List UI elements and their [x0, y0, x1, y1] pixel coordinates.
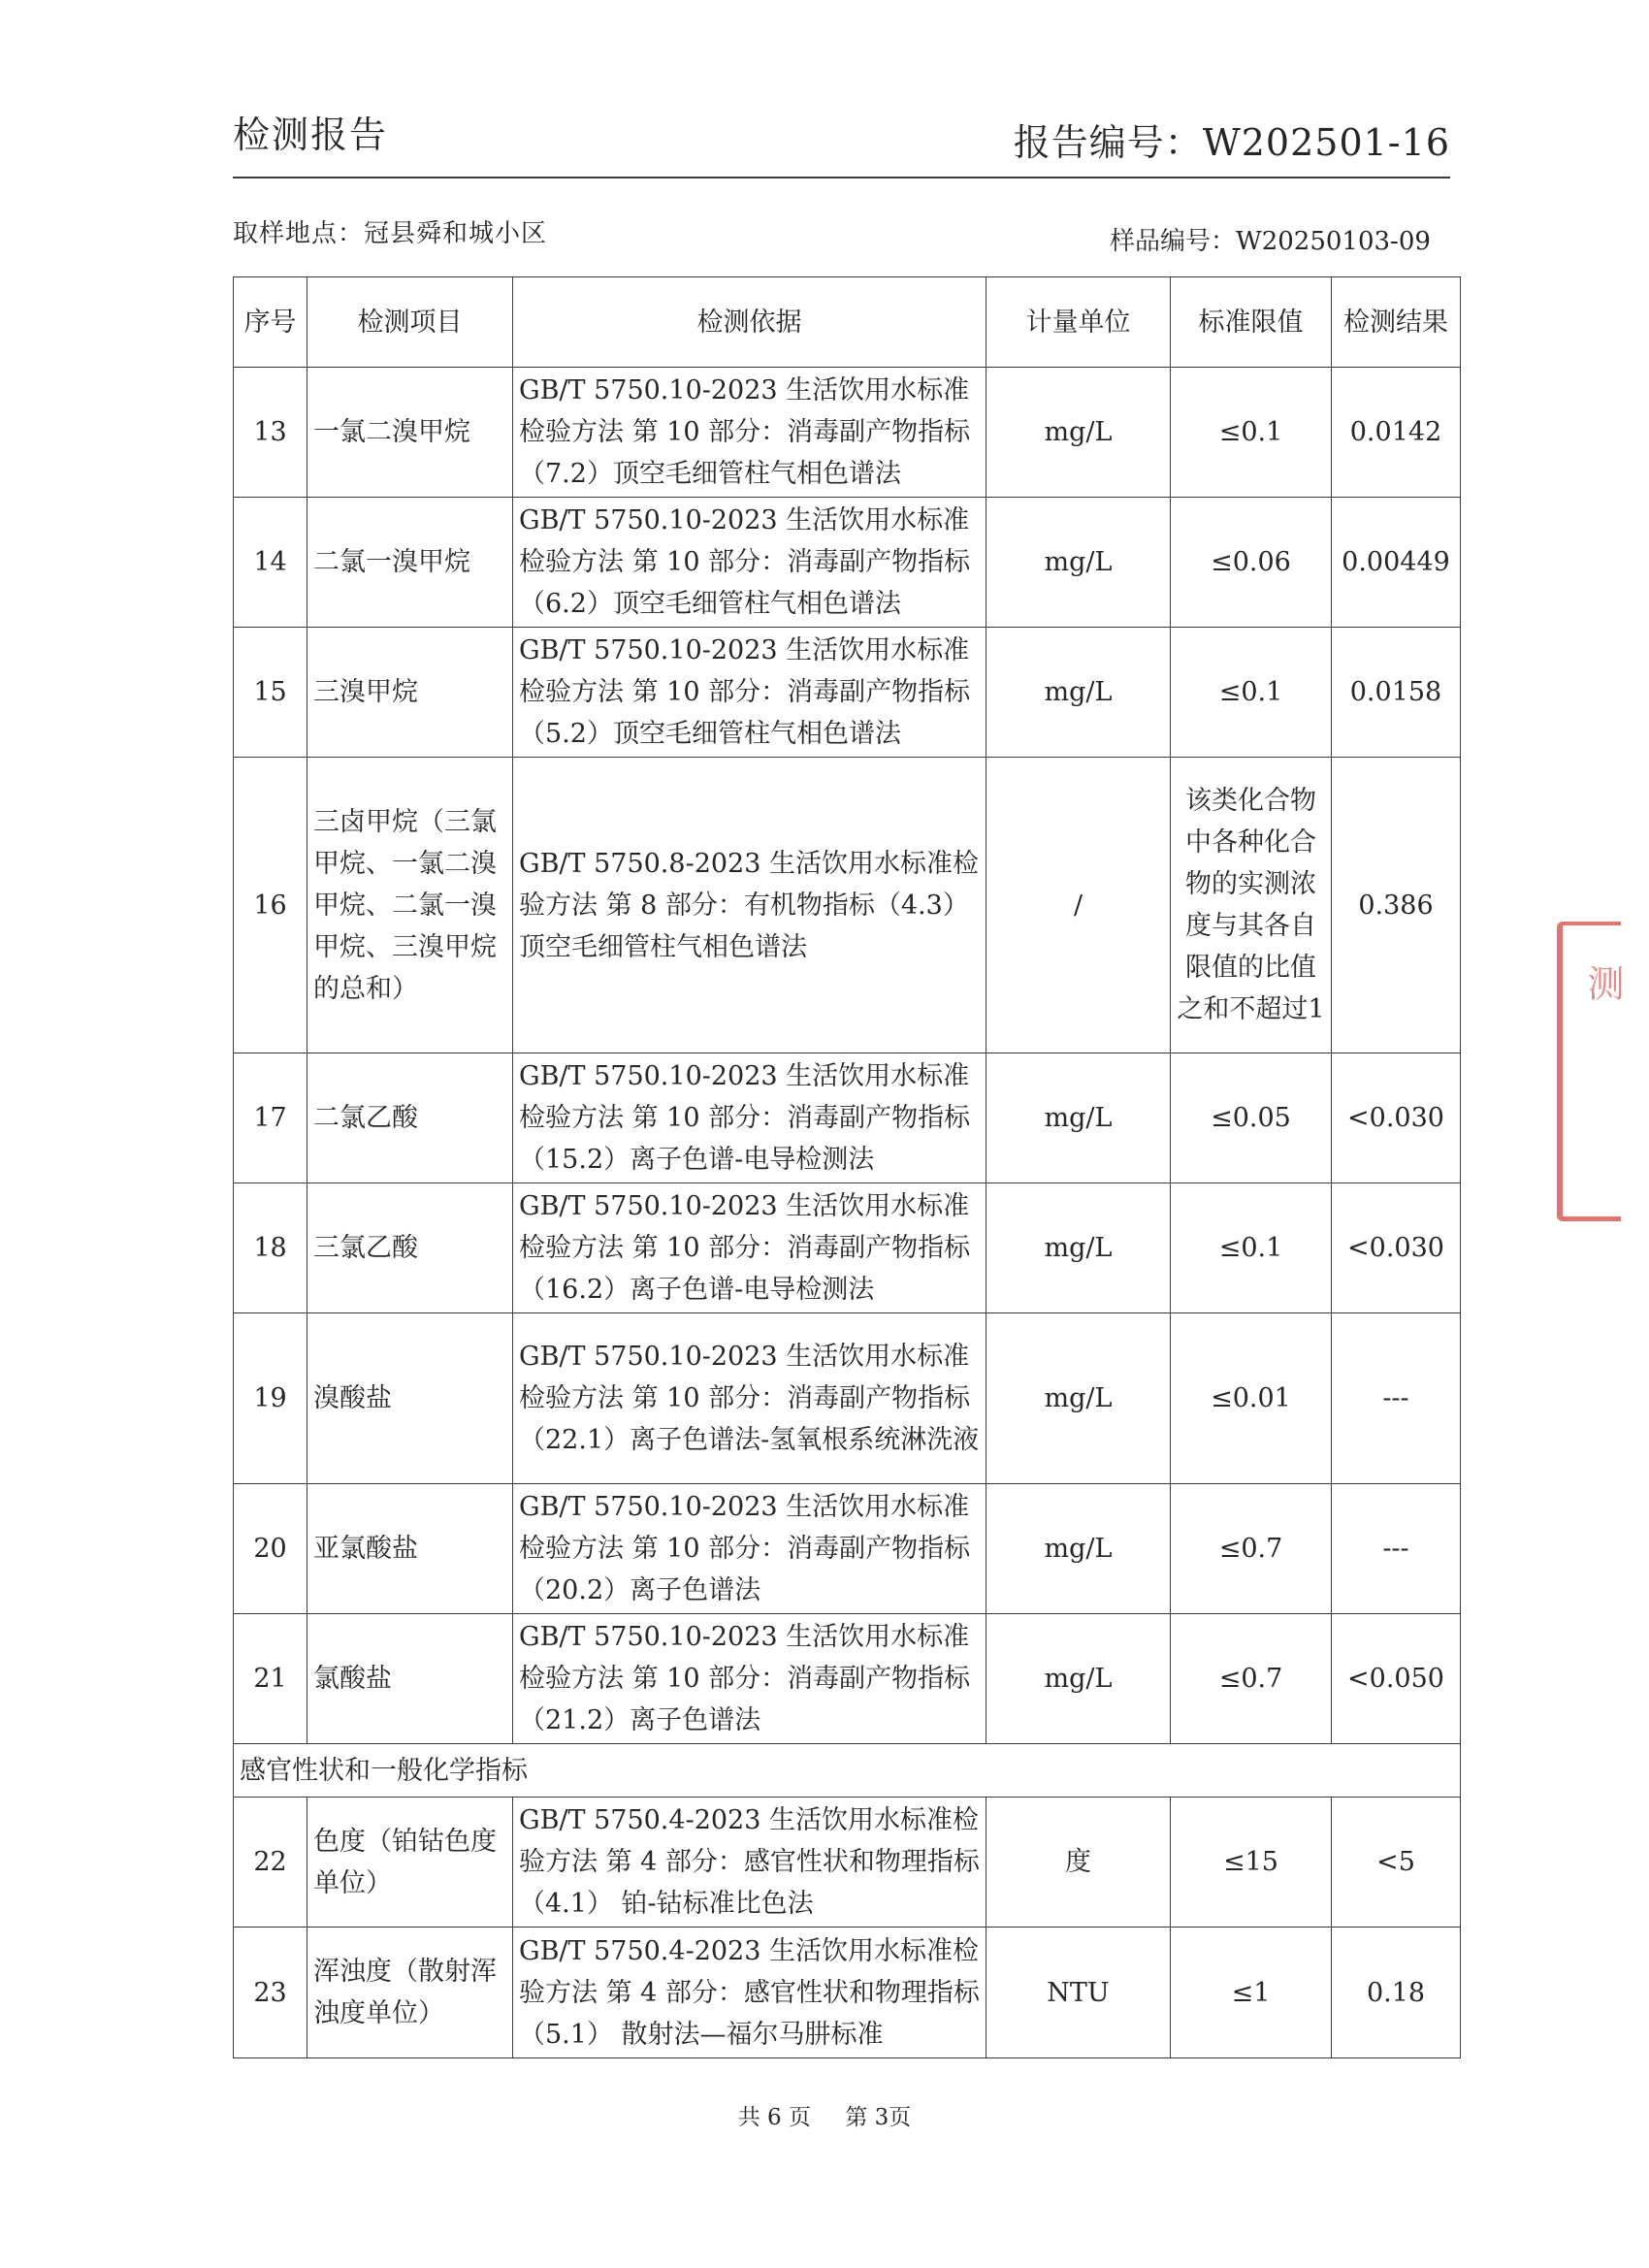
col-header-no: 序号: [234, 277, 307, 368]
cell-unit: mg/L: [986, 1183, 1171, 1313]
cell-result: 0.18: [1332, 1928, 1461, 2058]
cell-unit: mg/L: [986, 1313, 1171, 1484]
sample-number: 样品编号：W20250103-09: [1110, 227, 1431, 256]
document-title: 检测报告: [233, 113, 389, 156]
cell-result: 0.386: [1332, 758, 1461, 1053]
cell-no: 15: [234, 628, 307, 758]
col-header-item: 检测项目: [307, 277, 513, 368]
cell-no: 21: [234, 1614, 307, 1744]
cell-limit: 该类化合物中各种化合物的实测浓度与其各自限值的比值之和不超过1: [1171, 758, 1332, 1053]
cell-method: GB/T 5750.10-2023 生活饮用水标准检验方法 第 10 部分：消毒副产物指标（6.2）顶空毛细管柱气相色谱法: [513, 498, 986, 628]
table-row: [234, 1313, 1461, 1484]
table-row: [234, 1053, 1461, 1183]
cell-method: GB/T 5750.10-2023 生活饮用水标准检验方法 第 10 部分：消毒副产物指标（7.2）顶空毛细管柱气相色谱法: [513, 368, 986, 498]
cell-limit: ≤1: [1171, 1928, 1332, 2058]
page-footer: [0, 2099, 1649, 2131]
cell-result: 0.00449: [1332, 498, 1461, 628]
cell-unit: mg/L: [986, 498, 1171, 628]
section-row: [234, 1744, 1461, 1798]
cell-item: 浑浊度（散射浑浊度单位）: [307, 1928, 513, 2058]
cell-result: <0.030: [1332, 1053, 1461, 1183]
cell-item: 二氯乙酸: [307, 1053, 513, 1183]
cell-no: 13: [234, 368, 307, 498]
cell-limit: ≤0.1: [1171, 628, 1332, 758]
cell-unit: 度: [986, 1798, 1171, 1928]
cell-limit: ≤0.7: [1171, 1484, 1332, 1614]
cell-no: 20: [234, 1484, 307, 1614]
cell-result: <0.030: [1332, 1183, 1461, 1313]
cell-limit: ≤0.01: [1171, 1313, 1332, 1484]
table-row: [234, 498, 1461, 628]
cell-item: 溴酸盐: [307, 1313, 513, 1484]
table-row: [234, 1928, 1461, 2058]
table-row: [234, 758, 1461, 1053]
cell-item: 色度（铂钴色度单位）: [307, 1798, 513, 1928]
cell-limit: ≤0.1: [1171, 368, 1332, 498]
table-row: [234, 1798, 1461, 1928]
cell-unit: mg/L: [986, 1484, 1171, 1614]
cell-limit: ≤15: [1171, 1798, 1332, 1928]
cell-result: ---: [1332, 1313, 1461, 1484]
table-header-row: [234, 277, 1461, 368]
cell-item: 一氯二溴甲烷: [307, 368, 513, 498]
table-row: [234, 1614, 1461, 1744]
cell-method: GB/T 5750.10-2023 生活饮用水标准检验方法 第 10 部分：消毒副产物指标（20.2）离子色谱法: [513, 1484, 986, 1614]
cell-item: 三氯乙酸: [307, 1183, 513, 1313]
cell-no: 18: [234, 1183, 307, 1313]
cell-item: 三卤甲烷（三氯甲烷、一氯二溴甲烷、二氯一溴甲烷、三溴甲烷的总和）: [307, 758, 513, 1053]
cell-unit: /: [986, 758, 1171, 1053]
sampling-site: 取样地点：冠县舜和城小区: [233, 219, 548, 248]
col-header-unit: 计量单位: [986, 277, 1171, 368]
cell-no: 23: [234, 1928, 307, 2058]
cell-item: 三溴甲烷: [307, 628, 513, 758]
page-total: 共 6 页: [737, 2105, 811, 2130]
page-current: 第 3页: [845, 2105, 912, 2130]
cell-method: GB/T 5750.4-2023 生活饮用水标准检验方法 第 4 部分：感官性状和物理指标（5.1） 散射法—福尔马肼标准: [513, 1928, 986, 2058]
cell-result: 0.0142: [1332, 368, 1461, 498]
cell-method: GB/T 5750.10-2023 生活饮用水标准检验方法 第 10 部分：消毒副产物指标（21.2）离子色谱法: [513, 1614, 986, 1744]
cell-limit: ≤0.7: [1171, 1614, 1332, 1744]
cell-limit: ≤0.1: [1171, 1183, 1332, 1313]
cell-method: GB/T 5750.10-2023 生活饮用水标准检验方法 第 10 部分：消毒副产物指标（5.2）顶空毛细管柱气相色谱法: [513, 628, 986, 758]
cell-unit: mg/L: [986, 1053, 1171, 1183]
cell-result: ---: [1332, 1484, 1461, 1614]
cell-unit: mg/L: [986, 368, 1171, 498]
cell-no: 22: [234, 1798, 307, 1928]
cell-result: 0.0158: [1332, 628, 1461, 758]
cell-method: GB/T 5750.8-2023 生活饮用水标准检验方法 第 8 部分：有机物指标（4.3）顶空毛细管柱气相色谱法: [513, 758, 986, 1053]
cell-result: <0.050: [1332, 1614, 1461, 1744]
cell-limit: ≤0.06: [1171, 498, 1332, 628]
cell-unit: NTU: [986, 1928, 1171, 2058]
table-row: [234, 1183, 1461, 1313]
col-header-limit: 标准限值: [1171, 277, 1332, 368]
cell-result: <5: [1332, 1798, 1461, 1928]
cell-method: GB/T 5750.4-2023 生活饮用水标准检验方法 第 4 部分：感官性状和物理指标（4.1） 铂-钴标准比色法: [513, 1798, 986, 1928]
red-seal-stamp: [1557, 922, 1624, 1221]
cell-method: GB/T 5750.10-2023 生活饮用水标准检验方法 第 10 部分：消毒副产物指标（22.1）离子色谱法-氢氧根系统淋洗液: [513, 1313, 986, 1484]
seal-fragment: 测: [1581, 964, 1624, 1001]
table-row: [234, 368, 1461, 498]
cell-method: GB/T 5750.10-2023 生活饮用水标准检验方法 第 10 部分：消毒副产物指标（15.2）离子色谱-电导检测法: [513, 1053, 986, 1183]
cell-no: 14: [234, 498, 307, 628]
col-header-method: 检测依据: [513, 277, 986, 368]
cell-no: 17: [234, 1053, 307, 1183]
results-table: [233, 276, 1461, 2058]
cell-unit: mg/L: [986, 1614, 1171, 1744]
cell-no: 19: [234, 1313, 307, 1484]
report-number: 报告编号：W202501-16: [1013, 121, 1450, 164]
table-row: [234, 1484, 1461, 1614]
table-row: [234, 628, 1461, 758]
cell-method: GB/T 5750.10-2023 生活饮用水标准检验方法 第 10 部分：消毒副产物指标（16.2）离子色谱-电导检测法: [513, 1183, 986, 1313]
section-title: 感官性状和一般化学指标: [234, 1744, 1461, 1798]
report-header: [233, 97, 1450, 178]
cell-item: 二氯一溴甲烷: [307, 498, 513, 628]
cell-unit: mg/L: [986, 628, 1171, 758]
cell-item: 氯酸盐: [307, 1614, 513, 1744]
cell-no: 16: [234, 758, 307, 1053]
cell-item: 亚氯酸盐: [307, 1484, 513, 1614]
cell-limit: ≤0.05: [1171, 1053, 1332, 1183]
col-header-result: 检测结果: [1332, 277, 1461, 368]
